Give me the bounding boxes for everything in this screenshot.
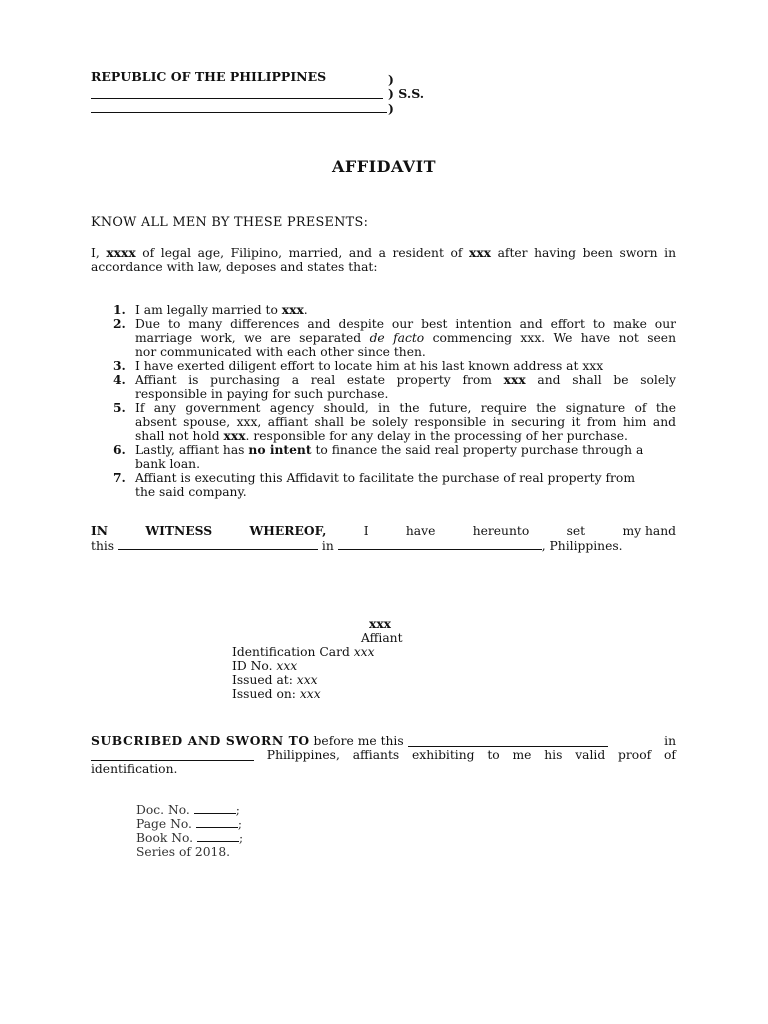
subscribed-line-2 <box>91 748 676 762</box>
semicolon: ; <box>238 831 244 845</box>
list-item-cont: the said company. <box>135 485 247 499</box>
witness-word: I <box>363 524 369 538</box>
list-item-cont: responsible in paying for such purchase. <box>135 387 389 401</box>
subscribed-word: valid <box>575 748 606 762</box>
item-text: shall not hold <box>135 429 224 443</box>
list-item-cont <box>135 331 676 345</box>
subscribed-word: of <box>663 748 676 762</box>
id-no-line <box>232 659 297 673</box>
witness-word: have <box>405 524 436 538</box>
witness-word: WHEREOF, <box>249 523 327 538</box>
item-number: 7. <box>113 470 126 485</box>
subscribed-word: Philippines, <box>266 748 340 762</box>
item-text: . responsible for any delay in the processing of her purchase. <box>245 429 628 443</box>
id-label: Identification Card <box>232 645 354 659</box>
list-item-cont <box>135 429 676 443</box>
id-label: Issued on: <box>232 687 300 701</box>
subscribed-text: before me this <box>309 734 408 748</box>
spouse-placeholder: xxx <box>281 302 304 317</box>
subscribed-word: me <box>512 748 532 762</box>
page-title: AFFIDAVIT <box>331 157 437 176</box>
republic-text: REPUBLIC OF THE PHILIPPINES <box>91 69 327 84</box>
intro-text: I, <box>91 246 107 260</box>
item-text: commencing xxx. We have not seen <box>424 331 676 345</box>
witness-word: set <box>566 524 586 538</box>
ss-text: ) S.S. <box>388 86 425 101</box>
issued-on-line <box>232 687 321 701</box>
list-item-cont: bank loan. <box>135 457 200 471</box>
affiant-signature-name: xxx <box>369 616 391 631</box>
list-item: If any government agency should, in the future, require the signature of the <box>135 401 676 415</box>
witness-text: , Philippines. <box>541 539 623 553</box>
paren-1: ) <box>388 72 394 87</box>
affiant-name-placeholder: xxxx <box>106 245 136 260</box>
page-no-blank[interactable] <box>196 827 238 828</box>
intro-text: after having been sworn in <box>491 246 676 260</box>
page-no-line <box>136 817 242 831</box>
seller-placeholder: xxx <box>503 372 526 387</box>
witness-line-1 <box>91 524 676 538</box>
list-item <box>135 303 676 317</box>
item-number: 6. <box>113 442 126 457</box>
list-item: Affiant is executing this Affidavit to facilitate the purchase of real property from <box>135 471 635 485</box>
id-value: xxx <box>276 659 298 673</box>
item-number: 5. <box>113 400 126 415</box>
book-no-label: Book No. <box>136 831 197 845</box>
know-all-men-heading: KNOW ALL MEN BY THESE PRESENTS: <box>91 215 369 230</box>
doc-no-blank[interactable] <box>194 813 236 814</box>
item-text: marriage work, we are separated <box>135 331 370 345</box>
list-item <box>135 443 676 457</box>
intro-line-2: accordance with law, deposes and states that: <box>91 260 378 274</box>
page-no-label: Page No. <box>136 817 196 831</box>
venue-blank-1 <box>91 88 383 99</box>
item-number: 2. <box>113 316 126 331</box>
list-item <box>135 373 676 387</box>
book-no-blank[interactable] <box>197 841 239 842</box>
company-placeholder: xxx <box>223 428 246 443</box>
book-no-line <box>136 831 243 845</box>
subscribed-word: to <box>487 748 500 762</box>
doc-no-line <box>136 803 240 817</box>
list-item-cont: nor communicated with each other since then. <box>135 345 426 359</box>
subscribed-heading: SUBCRIBED AND SWORN TO <box>91 733 310 748</box>
witness-word: WITNESS <box>145 523 213 538</box>
item-text: and shall be solely <box>525 373 677 387</box>
witness-word: hereunto <box>472 524 530 538</box>
place-blank[interactable] <box>338 549 542 550</box>
id-card-line <box>232 645 375 659</box>
item-text: Lastly, affiant has <box>135 443 249 457</box>
sworn-place-blank[interactable] <box>91 748 254 761</box>
witness-line-2 <box>91 539 623 553</box>
residence-placeholder: xxx <box>469 245 491 260</box>
item-number: 3. <box>113 358 126 373</box>
item-text: to finance the said real property purchase through a <box>311 443 644 457</box>
semicolon: ; <box>235 803 240 817</box>
subscribed-word: exhibiting <box>412 748 475 762</box>
affiant-label: Affiant <box>361 631 403 645</box>
issued-at-line <box>232 673 318 687</box>
id-label: Issued at: <box>232 673 297 687</box>
intro-line-1 <box>91 246 676 260</box>
item-text: . <box>303 303 308 317</box>
subscribed-word: his <box>544 748 563 762</box>
item-number: 4. <box>113 372 126 387</box>
item-text: I am legally married to <box>135 303 282 317</box>
id-value: xxx <box>299 687 321 701</box>
witness-text: this <box>91 539 119 553</box>
subscribed-line-1 <box>91 734 676 748</box>
id-value: xxx <box>353 645 375 659</box>
item-number: 1. <box>113 302 126 317</box>
witness-word: my hand <box>622 524 676 538</box>
venue-blank-2 <box>91 102 387 113</box>
de-facto-text: de facto <box>369 331 425 345</box>
id-label: ID No. <box>232 659 277 673</box>
subscribed-text: in <box>660 734 676 748</box>
date-blank[interactable] <box>118 549 318 550</box>
item-text: Affiant is purchasing a real estate property from <box>135 373 504 387</box>
subscribed-word: proof <box>618 748 652 762</box>
list-item: I have exerted diligent effort to locate him at his last known address at xxx <box>135 359 604 373</box>
witness-text: in <box>318 539 338 553</box>
doc-no-label: Doc. No. <box>136 803 194 817</box>
witness-word: IN <box>91 523 108 538</box>
series-line: Series of 2018. <box>136 845 231 859</box>
id-value: xxx <box>296 673 318 687</box>
no-intent-text: no intent <box>248 442 312 457</box>
semicolon: ; <box>237 817 243 831</box>
list-item-cont: absent spouse, xxx, affiant shall be solely responsible in securing it from him and <box>135 415 676 429</box>
list-item: Due to many differences and despite our best intention and effort to make our <box>135 317 676 331</box>
subscribed-word: affiants <box>352 748 400 762</box>
intro-text: of legal age, Filipino, married, and a resident of <box>135 246 469 260</box>
subscribed-line-3: identification. <box>91 762 178 776</box>
paren-3: ) <box>388 101 394 116</box>
sworn-date-blank[interactable] <box>408 734 608 747</box>
